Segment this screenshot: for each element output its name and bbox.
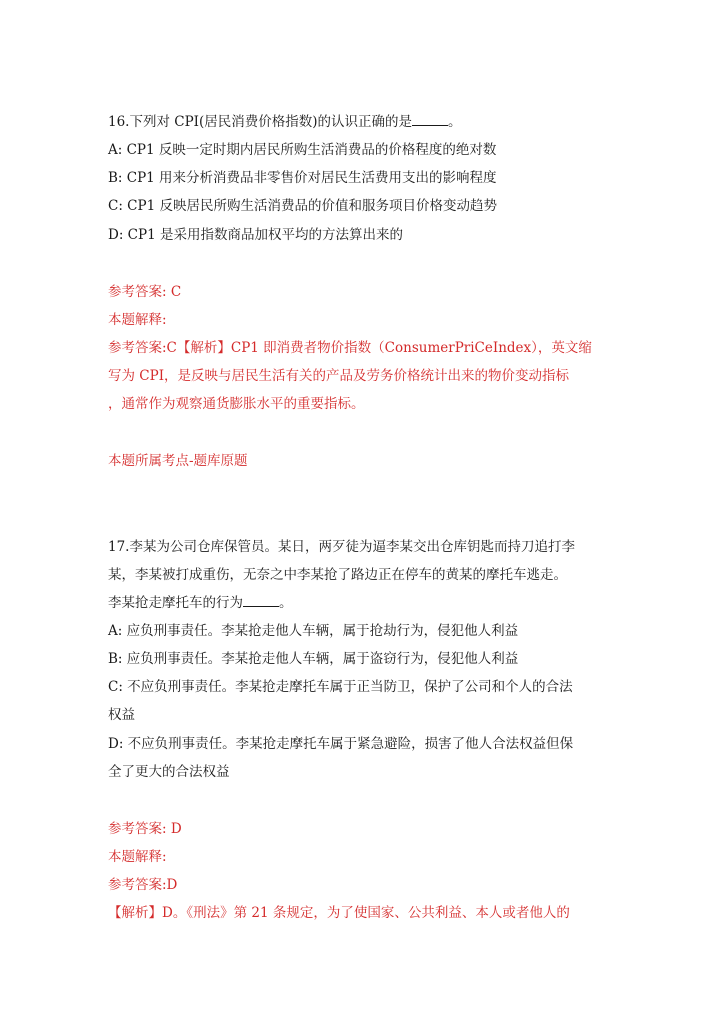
q17-explain-line: 【解析】D。《刑法》第 21 条规定，为了使国家、公共利益、本人或者他人的 xyxy=(108,905,570,921)
q16-stem: 16.下列对 CPI(居民消费价格指数)的认识正确的是 。 xyxy=(108,114,462,130)
q16-option-c: C: CP1 反映居民所购生活消费品的价值和服务项目价格变动趋势 xyxy=(108,198,497,214)
q17-option-a: A: 应负刑事责任。李某抢走他人车辆，属于抢劫行为，侵犯他人利益 xyxy=(108,623,519,639)
q16-topic: 本题所属考点-题库原题 xyxy=(108,453,248,469)
q17-option-b: B: 应负刑事责任。李某抢走他人车辆，属于盗窃行为，侵犯他人利益 xyxy=(108,651,519,667)
q16-explain-title: 本题解释: xyxy=(108,312,167,328)
q17-answer: 参考答案: D xyxy=(108,821,182,837)
q17-blank xyxy=(243,593,279,607)
q16-option-b: B: CP1 用来分析消费品非零售价对居民生活费用支出的影响程度 xyxy=(108,170,497,186)
q16-answer: 参考答案: C xyxy=(108,284,182,300)
q17-option-c: C: 不应负刑事责任。李某抢走摩托车属于正当防卫，保护了公司和个人的合法 xyxy=(108,679,573,695)
q17-stem-line-1: 17.李某为公司仓库保管员。某日，两歹徒为逼李某交出仓库钥匙而持刀追打李 xyxy=(108,539,575,555)
q16-explain-line-2: 写为 CPI，是反映与居民生活有关的产品及劳务价格统计出来的物价变动指标 xyxy=(108,368,570,384)
q16-explain-line-3: ，通常作为观察通货膨胀水平的重要指标。 xyxy=(108,396,365,412)
q17-explain-title: 本题解释: xyxy=(108,849,167,865)
q17-option-d-cont: 全了更大的合法权益 xyxy=(108,764,230,780)
q16-blank xyxy=(412,112,448,126)
q17-stem-line-2: 某，李某被打成重伤，无奈之中李某抢了路边正在停车的黄某的摩托车逃走。 xyxy=(108,567,567,583)
q17-option-d: D: 不应负刑事责任。李某抢走摩托车属于紧急避险，损害了他人合法权益但保 xyxy=(108,736,574,752)
q16-explain-line-1: 参考答案:C【解析】CP1 即消费者物价指数（ConsumerPriCeIndex），英文缩 xyxy=(108,340,592,356)
q17-stem-line-3: 李某抢走摩托车的行为 。 xyxy=(108,595,293,611)
q16-option-d: D: CP1 是采用指数商品加权平均的方法算出来的 xyxy=(108,227,403,243)
q17-answer-line: 参考答案:D xyxy=(108,877,178,893)
q17-option-c-cont: 权益 xyxy=(108,707,135,723)
q16-option-a: A: CP1 反映一定时期内居民所购生活消费品的价格程度的绝对数 xyxy=(108,142,497,158)
